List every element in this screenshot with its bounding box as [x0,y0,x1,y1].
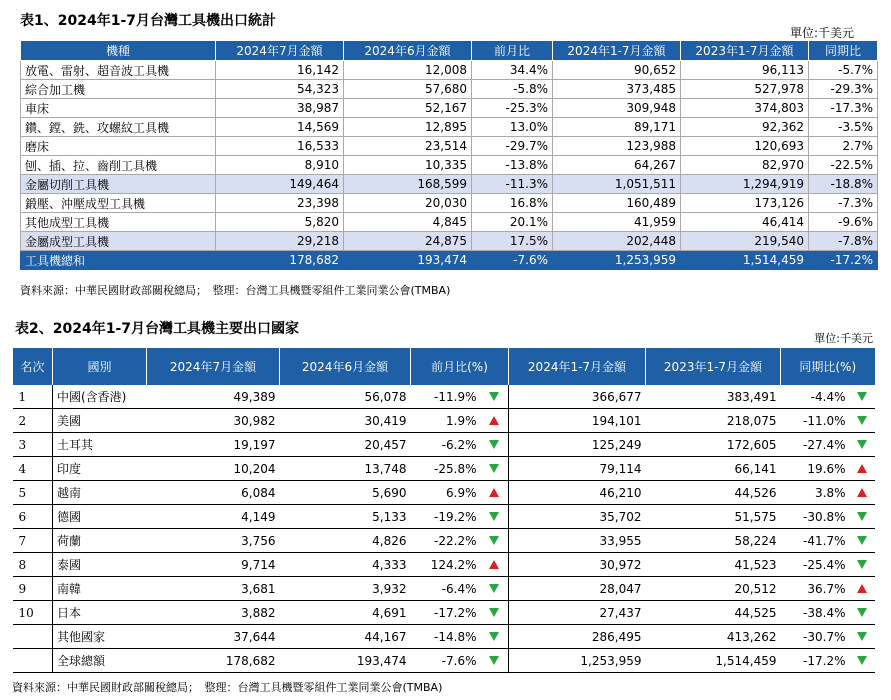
ytd-2023-cell: 383,491 [646,385,781,409]
machine-type-cell: 放電、雷射、超音波工具機 [21,61,216,80]
mom-change-cell: -7.6% [411,649,481,673]
rank-cell: 4 [13,457,53,481]
ytd-2024-cell: 286,495 [509,625,646,649]
machine-type-cell: 鍛壓、沖壓成型工具機 [21,194,216,213]
rank-cell: 9 [13,577,53,601]
value-cell: 54,323 [216,80,344,99]
table2-row [13,505,875,529]
jul-2024-cell: 37,644 [147,625,280,649]
jul-2024-cell: 4,149 [147,505,280,529]
machine-type-cell: 金屬切削工具機 [21,175,216,194]
value-cell: -17.2% [809,251,878,270]
triangle-down-icon [857,608,867,617]
rank-cell [13,649,53,673]
value-cell: 219,540 [681,232,809,251]
export-by-machine-table [20,40,878,270]
jul-2024-cell: 30,982 [147,409,280,433]
ytd-2023-cell: 66,141 [646,457,781,481]
table1-row [21,194,878,213]
value-cell: 13.0% [472,118,553,137]
value-cell: 23,398 [216,194,344,213]
jun-2024-cell: 5,690 [280,481,411,505]
value-cell: 373,485 [553,80,681,99]
value-cell: 92,362 [681,118,809,137]
table2-header-cell: 2024年6月金額 [280,348,411,385]
yoy-arrow-cell [850,625,875,649]
value-cell: 16.8% [472,194,553,213]
mom-change-cell: 124.2% [411,553,481,577]
table2-header-cell: 同期比(%) [781,348,875,385]
machine-type-cell: 綜合加工機 [21,80,216,99]
table2-row [13,577,875,601]
mom-arrow-cell [481,625,509,649]
jun-2024-cell: 44,167 [280,625,411,649]
triangle-down-icon [489,584,499,593]
value-cell: 173,126 [681,194,809,213]
jul-2024-cell: 49,389 [147,385,280,409]
country-cell: 其他國家 [53,625,147,649]
table2-row [13,601,875,625]
value-cell: 41,959 [553,213,681,232]
triangle-down-icon [857,512,867,521]
yoy-change-cell: -4.4% [781,385,850,409]
yoy-arrow-cell [850,529,875,553]
table1-row [21,156,878,175]
table1-source-note: 資料來源：中華民國財政部關稅總局； 整理：台灣工具機暨零組件工業同業公會(TMBA) [20,284,451,297]
value-cell: 193,474 [344,251,472,270]
value-cell: 12,008 [344,61,472,80]
table2-row [13,529,875,553]
value-cell: 34.4% [472,61,553,80]
yoy-change-cell: -27.4% [781,433,850,457]
rank-cell: 1 [13,385,53,409]
table1-unit: 單位:千美元 [789,26,854,40]
table1-header-row [21,41,878,61]
value-cell: 12,895 [344,118,472,137]
country-cell: 中國(含香港) [53,385,147,409]
value-cell: 4,845 [344,213,472,232]
value-cell: 1,294,919 [681,175,809,194]
value-cell: 90,652 [553,61,681,80]
value-cell: 5,820 [216,213,344,232]
yoy-change-cell: 3.8% [781,481,850,505]
table2-row [13,481,875,505]
table1-row [21,118,878,137]
yoy-arrow-cell [850,385,875,409]
yoy-arrow-cell [850,433,875,457]
yoy-change-cell: 36.7% [781,577,850,601]
triangle-up-icon [489,560,499,569]
value-cell: 24,875 [344,232,472,251]
value-cell: 168,599 [344,175,472,194]
yoy-change-cell: -30.8% [781,505,850,529]
jun-2024-cell: 20,457 [280,433,411,457]
mom-arrow-cell [481,577,509,601]
ytd-2023-cell: 172,605 [646,433,781,457]
value-cell: 16,533 [216,137,344,156]
mom-arrow-cell [481,409,509,433]
jun-2024-cell: 193,474 [280,649,411,673]
value-cell: -18.8% [809,175,878,194]
value-cell: 23,514 [344,137,472,156]
yoy-change-cell: -17.2% [781,649,850,673]
ytd-2023-cell: 20,512 [646,577,781,601]
table2-header-row [13,348,875,385]
country-cell: 美國 [53,409,147,433]
mom-change-cell: -25.8% [411,457,481,481]
value-cell: 309,948 [553,99,681,118]
triangle-down-icon [489,632,499,641]
ytd-2023-cell: 58,224 [646,529,781,553]
ytd-2024-cell: 35,702 [509,505,646,529]
country-cell: 日本 [53,601,147,625]
value-cell: 202,448 [553,232,681,251]
country-cell: 南韓 [53,577,147,601]
value-cell: -9.6% [809,213,878,232]
mom-change-cell: -11.9% [411,385,481,409]
table2-header-cell: 前月比(%) [411,348,509,385]
table1-subtotal-row [21,232,878,251]
table2-header-cell: 2024年1-7月金額 [509,348,646,385]
table1-header-cell: 2024年6月金額 [344,41,472,61]
mom-arrow-cell [481,601,509,625]
mom-change-cell: -6.4% [411,577,481,601]
table1-header-cell: 2024年7月金額 [216,41,344,61]
value-cell: -17.3% [809,99,878,118]
jul-2024-cell: 3,681 [147,577,280,601]
table2-row [13,385,875,409]
rank-cell: 6 [13,505,53,529]
value-cell: -29.3% [809,80,878,99]
value-cell: 57,680 [344,80,472,99]
triangle-down-icon [489,392,499,401]
value-cell: 120,693 [681,137,809,156]
value-cell: 374,803 [681,99,809,118]
value-cell: 38,987 [216,99,344,118]
triangle-up-icon [857,464,867,473]
triangle-down-icon [857,560,867,569]
yoy-arrow-cell [850,457,875,481]
rank-cell: 7 [13,529,53,553]
value-cell: 160,489 [553,194,681,213]
value-cell: 527,978 [681,80,809,99]
table1-title: 表1、2024年1-7月台灣工具機出口統計 [20,13,276,29]
mom-change-cell: -22.2% [411,529,481,553]
table1-row [21,80,878,99]
mom-arrow-cell [481,433,509,457]
value-cell: 178,682 [216,251,344,270]
ytd-2024-cell: 79,114 [509,457,646,481]
value-cell: 82,970 [681,156,809,175]
table1-row [21,61,878,80]
mom-arrow-cell [481,457,509,481]
jul-2024-cell: 178,682 [147,649,280,673]
mom-arrow-cell [481,505,509,529]
value-cell: 20.1% [472,213,553,232]
triangle-down-icon [857,632,867,641]
value-cell: 96,113 [681,61,809,80]
table2-row [13,649,875,673]
ytd-2023-cell: 51,575 [646,505,781,529]
ytd-2024-cell: 30,972 [509,553,646,577]
jun-2024-cell: 4,826 [280,529,411,553]
machine-type-cell: 刨、插、拉、齒削工具機 [21,156,216,175]
value-cell: -7.8% [809,232,878,251]
yoy-arrow-cell [850,577,875,601]
jun-2024-cell: 30,419 [280,409,411,433]
jun-2024-cell: 56,078 [280,385,411,409]
rank-cell: 3 [13,433,53,457]
machine-type-cell: 車床 [21,99,216,118]
mom-change-cell: 1.9% [411,409,481,433]
yoy-change-cell: -41.7% [781,529,850,553]
value-cell: 52,167 [344,99,472,118]
value-cell: -11.3% [472,175,553,194]
ytd-2023-cell: 44,526 [646,481,781,505]
table1-row [21,137,878,156]
ytd-2023-cell: 44,525 [646,601,781,625]
triangle-down-icon [489,536,499,545]
table1-header-cell: 2023年1-7月金額 [681,41,809,61]
ytd-2023-cell: 413,262 [646,625,781,649]
value-cell: -13.8% [472,156,553,175]
yoy-arrow-cell [850,649,875,673]
mom-change-cell: -19.2% [411,505,481,529]
country-cell: 德國 [53,505,147,529]
rank-cell: 8 [13,553,53,577]
value-cell: 1,253,959 [553,251,681,270]
rank-cell: 5 [13,481,53,505]
jun-2024-cell: 4,691 [280,601,411,625]
ytd-2024-cell: 194,101 [509,409,646,433]
value-cell: -5.8% [472,80,553,99]
triangle-up-icon [489,416,499,425]
export-by-country-table [12,348,875,673]
rank-cell: 2 [13,409,53,433]
ytd-2023-cell: 218,075 [646,409,781,433]
jun-2024-cell: 13,748 [280,457,411,481]
triangle-down-icon [489,512,499,521]
value-cell: -29.7% [472,137,553,156]
mom-arrow-cell [481,385,509,409]
country-cell: 越南 [53,481,147,505]
table2-header-cell: 國別 [53,348,147,385]
jun-2024-cell: 5,133 [280,505,411,529]
value-cell: 16,142 [216,61,344,80]
machine-type-cell: 磨床 [21,137,216,156]
value-cell: -25.3% [472,99,553,118]
triangle-down-icon [489,464,499,473]
yoy-change-cell: 19.6% [781,457,850,481]
jul-2024-cell: 3,756 [147,529,280,553]
table1-header-cell: 2024年1-7月金額 [553,41,681,61]
country-cell: 土耳其 [53,433,147,457]
table2-row [13,433,875,457]
ytd-2024-cell: 366,677 [509,385,646,409]
triangle-down-icon [857,440,867,449]
table1-header-cell: 前月比 [472,41,553,61]
value-cell: 2.7% [809,137,878,156]
yoy-change-cell: -38.4% [781,601,850,625]
ytd-2024-cell: 125,249 [509,433,646,457]
triangle-down-icon [857,416,867,425]
table2-header-cell: 2024年7月金額 [147,348,280,385]
table1-row [21,213,878,232]
value-cell: 1,514,459 [681,251,809,270]
yoy-arrow-cell [850,505,875,529]
triangle-up-icon [857,488,867,497]
ytd-2023-cell: 41,523 [646,553,781,577]
value-cell: 14,569 [216,118,344,137]
value-cell: 10,335 [344,156,472,175]
country-cell: 泰國 [53,553,147,577]
triangle-down-icon [489,440,499,449]
yoy-change-cell: -30.7% [781,625,850,649]
mom-change-cell: -14.8% [411,625,481,649]
mom-arrow-cell [481,481,509,505]
value-cell: 123,988 [553,137,681,156]
triangle-down-icon [489,608,499,617]
ytd-2024-cell: 46,210 [509,481,646,505]
table2-row [13,553,875,577]
machine-type-cell: 金屬成型工具機 [21,232,216,251]
table2-header-cell: 名次 [13,348,53,385]
value-cell: -5.7% [809,61,878,80]
mom-change-cell: 6.9% [411,481,481,505]
ytd-2023-cell: 1,514,459 [646,649,781,673]
mom-change-cell: -17.2% [411,601,481,625]
triangle-up-icon [489,488,499,497]
yoy-arrow-cell [850,409,875,433]
jun-2024-cell: 4,333 [280,553,411,577]
table2-row [13,409,875,433]
ytd-2024-cell: 33,955 [509,529,646,553]
table2-header-cell: 2023年1-7月金額 [646,348,781,385]
yoy-change-cell: -11.0% [781,409,850,433]
jul-2024-cell: 10,204 [147,457,280,481]
value-cell: 20,030 [344,194,472,213]
value-cell: 29,218 [216,232,344,251]
yoy-arrow-cell [850,481,875,505]
ytd-2024-cell: 1,253,959 [509,649,646,673]
table1-header-cell: 同期比 [809,41,878,61]
triangle-down-icon [857,656,867,665]
value-cell: -7.3% [809,194,878,213]
machine-type-cell: 其他成型工具機 [21,213,216,232]
jul-2024-cell: 19,197 [147,433,280,457]
value-cell: -22.5% [809,156,878,175]
table1-subtotal-row [21,175,878,194]
yoy-change-cell: -25.4% [781,553,850,577]
triangle-down-icon [489,656,499,665]
jul-2024-cell: 9,714 [147,553,280,577]
rank-cell: 10 [13,601,53,625]
table2-row [13,457,875,481]
value-cell: -7.6% [472,251,553,270]
mom-arrow-cell [481,649,509,673]
table1-row [21,99,878,118]
value-cell: 1,051,511 [553,175,681,194]
table2-source-note: 資料來源：中華民國財政部關稅總局； 整理：台灣工具機暨零組件工業同業公會(TMBA) [12,681,443,694]
machine-type-cell: 工具機總和 [21,251,216,270]
country-cell: 全球總額 [53,649,147,673]
triangle-down-icon [857,392,867,401]
table2-row [13,625,875,649]
jul-2024-cell: 3,882 [147,601,280,625]
table1-header-cell: 機種 [21,41,216,61]
value-cell: 89,171 [553,118,681,137]
yoy-arrow-cell [850,553,875,577]
country-cell: 荷蘭 [53,529,147,553]
country-cell: 印度 [53,457,147,481]
mom-arrow-cell [481,529,509,553]
mom-change-cell: -6.2% [411,433,481,457]
mom-arrow-cell [481,553,509,577]
yoy-arrow-cell [850,601,875,625]
ytd-2024-cell: 27,437 [509,601,646,625]
table2-unit: 單位:千美元 [814,332,873,345]
rank-cell [13,625,53,649]
value-cell: 17.5% [472,232,553,251]
jul-2024-cell: 6,084 [147,481,280,505]
value-cell: 46,414 [681,213,809,232]
table1-total-row [21,251,878,270]
triangle-up-icon [857,584,867,593]
table2-title: 表2、2024年1-7月台灣工具機主要出口國家 [15,321,299,337]
ytd-2024-cell: 28,047 [509,577,646,601]
machine-type-cell: 鑽、鏜、銑、攻螺紋工具機 [21,118,216,137]
value-cell: 64,267 [553,156,681,175]
value-cell: 8,910 [216,156,344,175]
value-cell: -3.5% [809,118,878,137]
triangle-down-icon [857,536,867,545]
jun-2024-cell: 3,932 [280,577,411,601]
value-cell: 149,464 [216,175,344,194]
